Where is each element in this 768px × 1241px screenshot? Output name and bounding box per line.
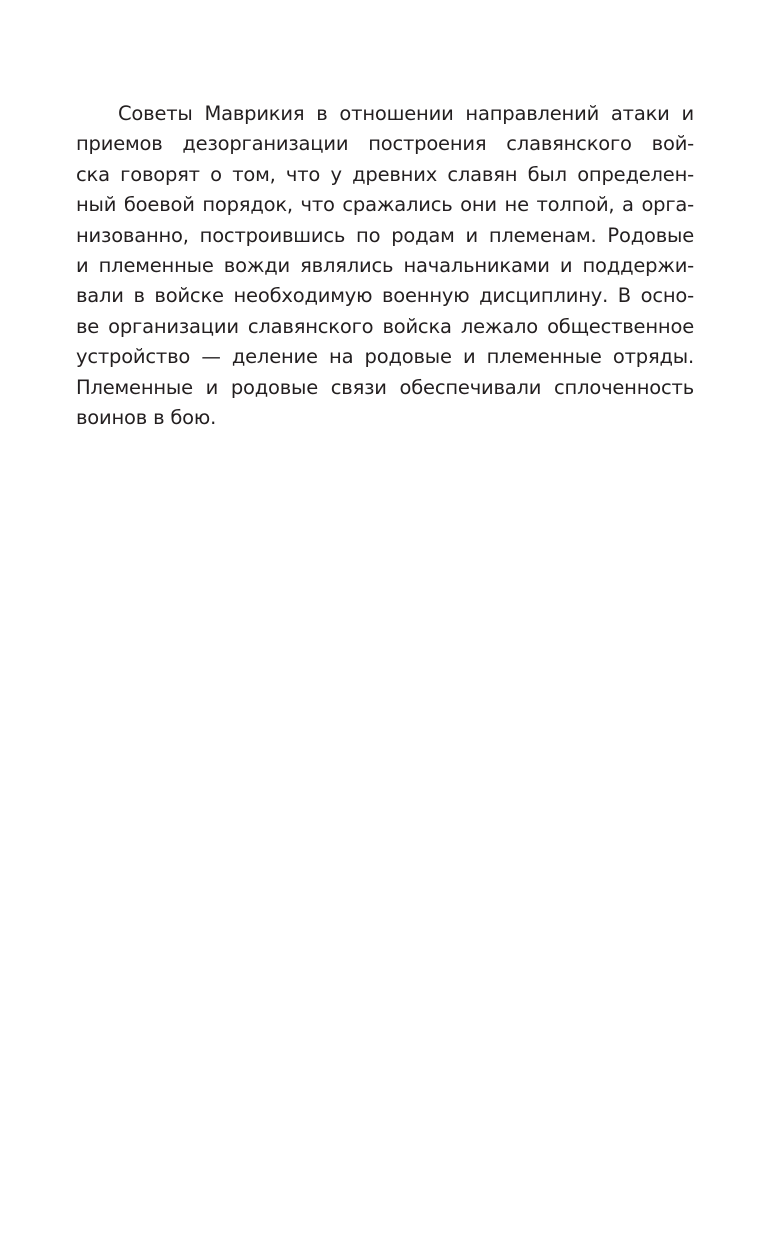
paragraph-line: вали в войске необходимую военную дисциплину. В осно- bbox=[76, 284, 694, 308]
paragraph-line: Племенные и родовые связи обеспечивали сплоченность bbox=[76, 375, 694, 399]
paragraph-line: воинов в бою. bbox=[76, 405, 217, 429]
paragraph-line: устройство — деление на родовые и племенные отряды. bbox=[76, 345, 694, 369]
paragraph-line: низованно, построившись по родам и племенам. Родовые bbox=[76, 223, 694, 247]
paragraph-line: ве организации славянского войска лежало общественное bbox=[76, 314, 694, 338]
paragraph-line: ска говорят о том, что у древних славян был определен- bbox=[76, 162, 694, 186]
body-paragraph bbox=[76, 99, 694, 433]
paragraph-line: ный боевой порядок, что сражались они не толпой, а орга- bbox=[76, 193, 694, 217]
paragraph-line: приемов дезорганизации построения славянского вой- bbox=[76, 132, 694, 156]
paragraph-line: и племенные вожди являлись начальниками и поддержи- bbox=[76, 253, 694, 277]
paragraph-line: Советы Маврикия в отношении направлений атаки и bbox=[118, 102, 694, 125]
